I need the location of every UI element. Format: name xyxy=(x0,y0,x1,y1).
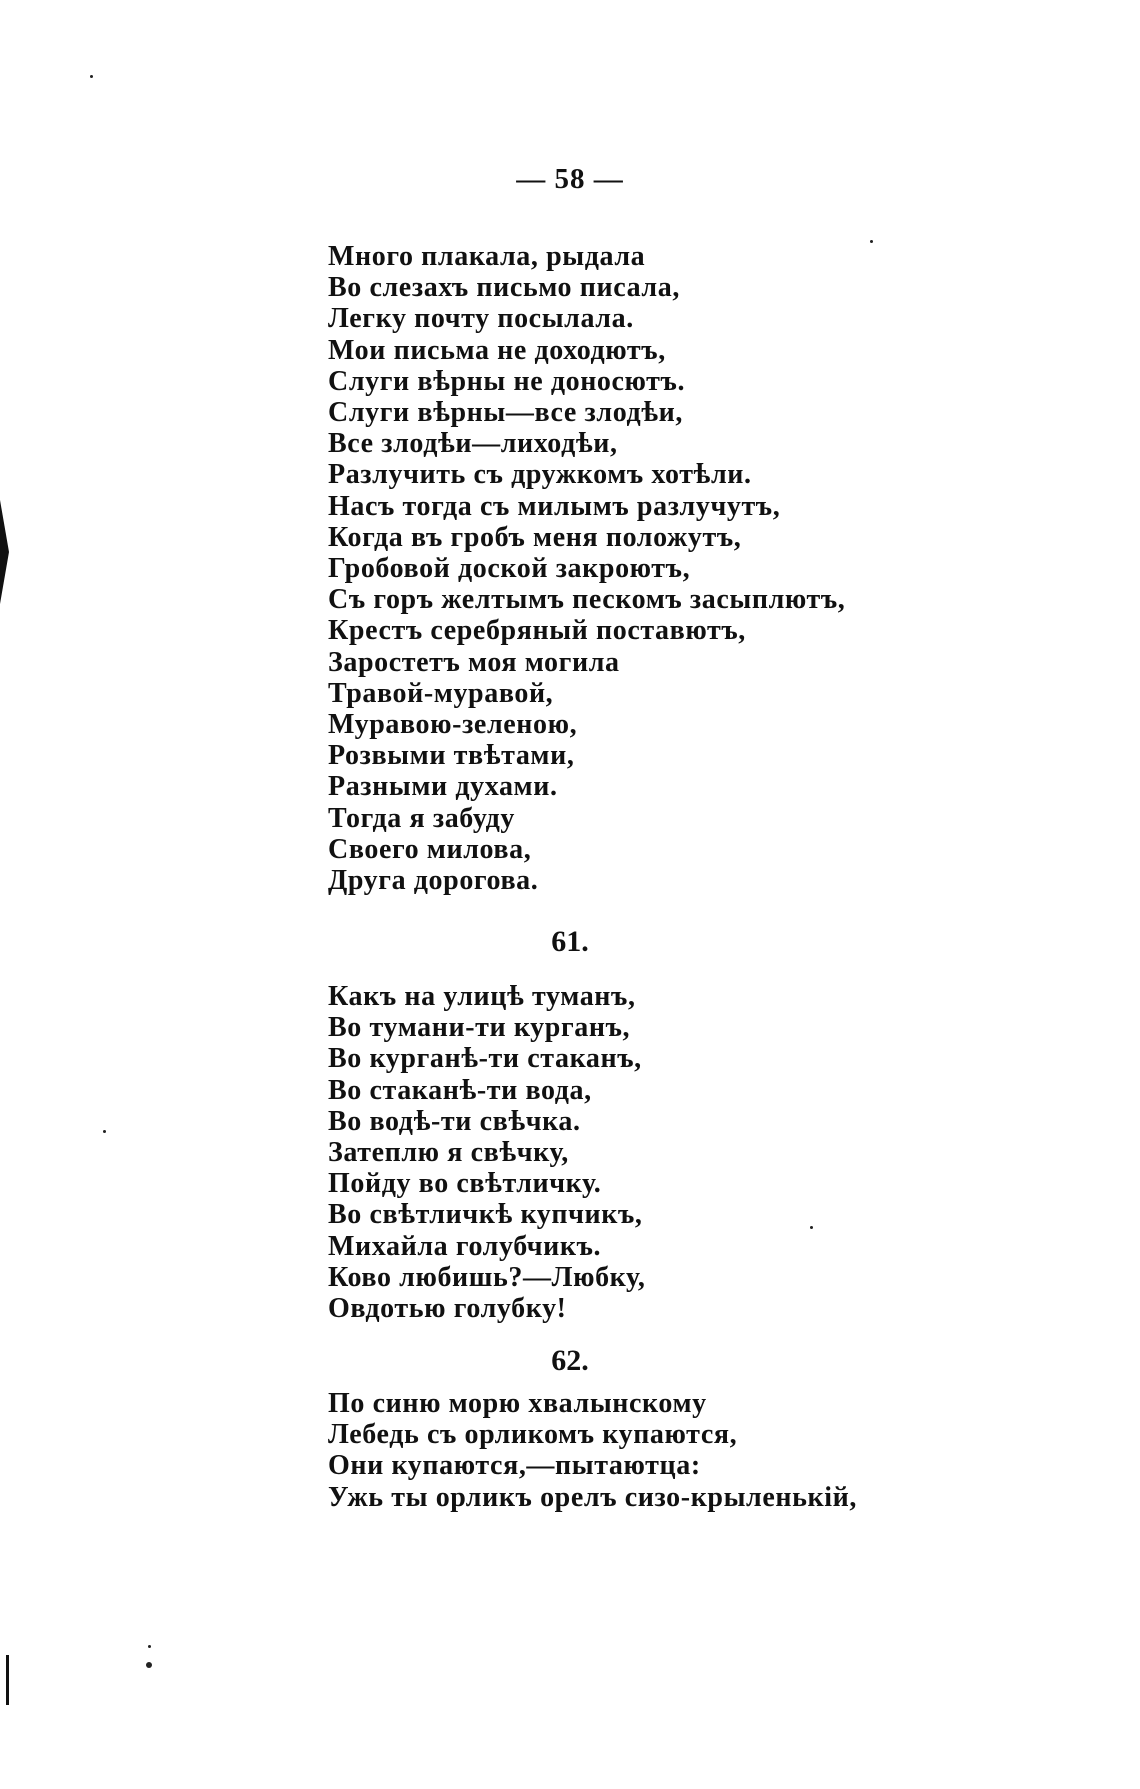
verse-line: Слуги вѣрны—все злодѣи, xyxy=(328,397,683,429)
verse-line: Ково любишь?—Любку, xyxy=(328,1261,646,1293)
verse-line: Легку почту посылала. xyxy=(328,303,634,335)
verse-line: Ужь ты орликъ орелъ сизо-крыленькій, xyxy=(328,1481,857,1513)
song-62 xyxy=(328,1388,888,1513)
verse-line: Михайла голубчикъ. xyxy=(328,1230,602,1262)
verse-line: Овдотью голубку! xyxy=(328,1293,567,1325)
verse-line: Мои письма не доходютъ, xyxy=(328,334,666,366)
verse-line: Какъ на улицѣ туманъ, xyxy=(328,981,636,1012)
verse-line: Все злодѣи—лиходѣи, xyxy=(328,428,618,460)
binding-shadow-mark xyxy=(0,500,9,604)
section-number-61: 61. xyxy=(551,925,589,958)
verse-line: Разлучить съ дружкомъ хотѣли. xyxy=(328,459,752,491)
verse-line: Затеплю я свѣчку, xyxy=(328,1137,569,1169)
verse-line: Тогда я забуду xyxy=(328,802,516,834)
verse-line: Во курганѣ-ти стаканъ, xyxy=(328,1043,642,1075)
verse-line: Муравою-зеленою, xyxy=(328,709,578,741)
verse-line: Во тумани-ти курганъ, xyxy=(328,1012,631,1044)
verse-line: Слуги вѣрны не доносютъ. xyxy=(328,365,686,397)
verse-line: По синю морю хвалынскому xyxy=(328,1388,707,1419)
verse-line: Гробовой доской закроютъ, xyxy=(328,553,691,585)
scan-speck xyxy=(146,1662,152,1668)
verse-line: Во стаканѣ-ти вода, xyxy=(328,1074,592,1106)
verse-line: Во свѣтличкѣ купчикъ, xyxy=(328,1199,643,1231)
verse-line: Заростетъ моя могила xyxy=(328,646,620,678)
verse-line: Насъ тогда съ милымъ разлучутъ, xyxy=(328,490,781,522)
binding-edge-mark xyxy=(6,1655,9,1705)
verse-line: Во слезахъ письмо писала, xyxy=(328,272,680,304)
verse-line: Они купаются,—пытаютца: xyxy=(328,1450,701,1482)
verse-line: Много плакала, рыдала xyxy=(328,241,646,272)
verse-line: Пойду во свѣтличку. xyxy=(328,1168,602,1200)
verse-line: Когда въ гробъ меня положутъ, xyxy=(328,521,742,553)
verse-line: Крестъ серебряный поставютъ, xyxy=(328,615,746,647)
verse-line: Съ горъ желтымъ пескомъ засыплютъ, xyxy=(328,584,846,616)
verse-line: Во водѣ-ти свѣчка. xyxy=(328,1105,581,1137)
song-61 xyxy=(328,981,888,1324)
poem-continued xyxy=(328,241,888,896)
verse-line: Розвыми твѣтами, xyxy=(328,740,575,772)
verse-line: Лебедь съ орликомъ купаются, xyxy=(328,1419,738,1451)
section-number-62: 62. xyxy=(551,1344,589,1377)
page-number: — 58 — xyxy=(516,163,624,195)
verse-line: Своего милова, xyxy=(328,833,532,865)
scan-speck xyxy=(90,75,93,78)
verse-line: Травой-муравой, xyxy=(328,677,554,709)
verse-line: Друга дорогова. xyxy=(328,865,539,897)
scan-speck xyxy=(148,1645,151,1648)
scan-speck xyxy=(103,1130,106,1133)
verse-line: Разными духами. xyxy=(328,771,558,803)
